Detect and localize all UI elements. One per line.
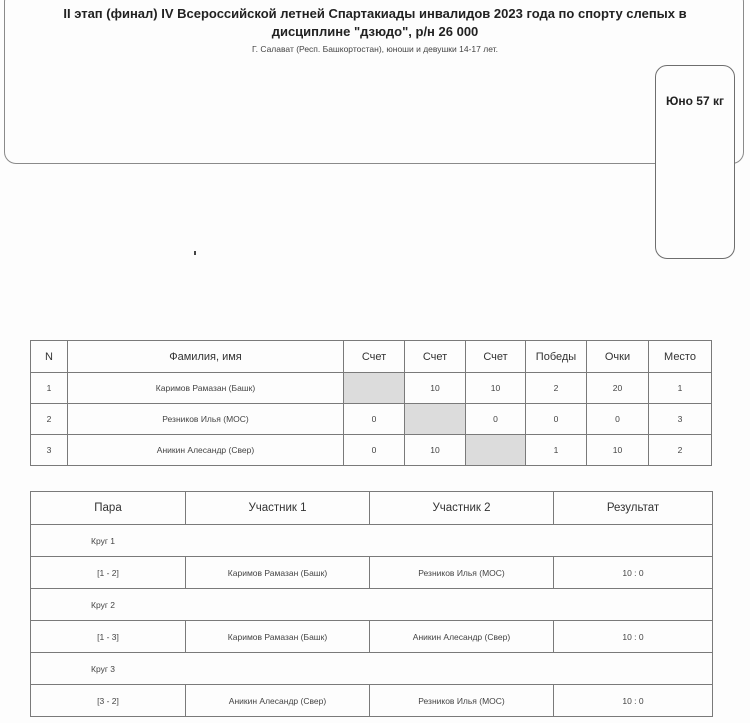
col-result: Результат [554,492,713,525]
score-cell: 0 [466,404,526,435]
points-cell: 0 [587,404,649,435]
match-row [31,685,713,717]
match-participant-1: Каримов Рамазан (Башк) [186,557,370,589]
round-row [31,653,713,685]
wins-cell: 0 [526,404,587,435]
score-cell: 10 [466,373,526,404]
athlete-number: 1 [31,373,68,404]
round-row [31,525,713,557]
score-cell-blocked [344,373,405,404]
score-cell-blocked [466,435,526,466]
points-cell: 20 [587,373,649,404]
athlete-name: Каримов Рамазан (Башк) [68,373,344,404]
col-score-1: Счет [344,341,405,373]
round-label: Круг 1 [31,525,713,557]
place-cell: 1 [649,373,712,404]
col-points: Очки [587,341,649,373]
weight-category-label: Юно 57 кг [666,94,724,108]
points-cell: 10 [587,435,649,466]
athlete-name: Резников Илья (МОС) [68,404,344,435]
col-number: N [31,341,68,373]
round-row [31,589,713,621]
wins-cell: 1 [526,435,587,466]
athlete-number: 3 [31,435,68,466]
col-place: Место [649,341,712,373]
col-pair: Пара [31,492,186,525]
col-wins: Победы [526,341,587,373]
matches-header-row [31,492,713,525]
standings-row [31,404,712,435]
standings-row [31,373,712,404]
title-line-1: II этап (финал) IV Всероссийской летней Спартакиады инвалидов 2023 года по спорту слепых в [63,6,687,21]
match-participant-2: Аникин Алесандр (Свер) [370,621,554,653]
col-score-2: Счет [405,341,466,373]
col-participant-1: Участник 1 [186,492,370,525]
matches-table [30,491,713,717]
match-pair: [3 - 2] [31,685,186,717]
match-participant-2: Резников Илья (МОС) [370,557,554,589]
standings-table [30,340,712,466]
match-participant-1: Аникин Алесандр (Свер) [186,685,370,717]
match-result: 10 : 0 [554,621,713,653]
match-row [31,621,713,653]
wins-cell: 2 [526,373,587,404]
weight-category-box [655,65,735,259]
place-cell: 3 [649,404,712,435]
match-participant-2: Резников Илья (МОС) [370,685,554,717]
score-cell-blocked [405,404,466,435]
score-cell: 10 [405,435,466,466]
match-result: 10 : 0 [554,557,713,589]
match-result: 10 : 0 [554,685,713,717]
athlete-name: Аникин Алесандр (Свер) [68,435,344,466]
col-score-3: Счет [466,341,526,373]
place-cell: 2 [649,435,712,466]
match-participant-1: Каримов Рамазан (Башк) [186,621,370,653]
col-participant-2: Участник 2 [370,492,554,525]
standings-row [31,435,712,466]
document-subtitle: Г. Салават (Респ. Башкортостан), юноши и девушки 14-17 лет. [252,44,498,54]
document-title [0,5,750,41]
standings-header-row [31,341,712,373]
score-cell: 0 [344,435,405,466]
score-cell: 10 [405,373,466,404]
scan-artifact [194,251,196,255]
round-label: Круг 2 [31,589,713,621]
match-pair: [1 - 3] [31,621,186,653]
round-label: Круг 3 [31,653,713,685]
athlete-number: 2 [31,404,68,435]
match-pair: [1 - 2] [31,557,186,589]
match-row [31,557,713,589]
col-name: Фамилия, имя [68,341,344,373]
score-cell: 0 [344,404,405,435]
title-line-2: дисциплине "дзюдо", р/н 26 000 [271,24,479,39]
